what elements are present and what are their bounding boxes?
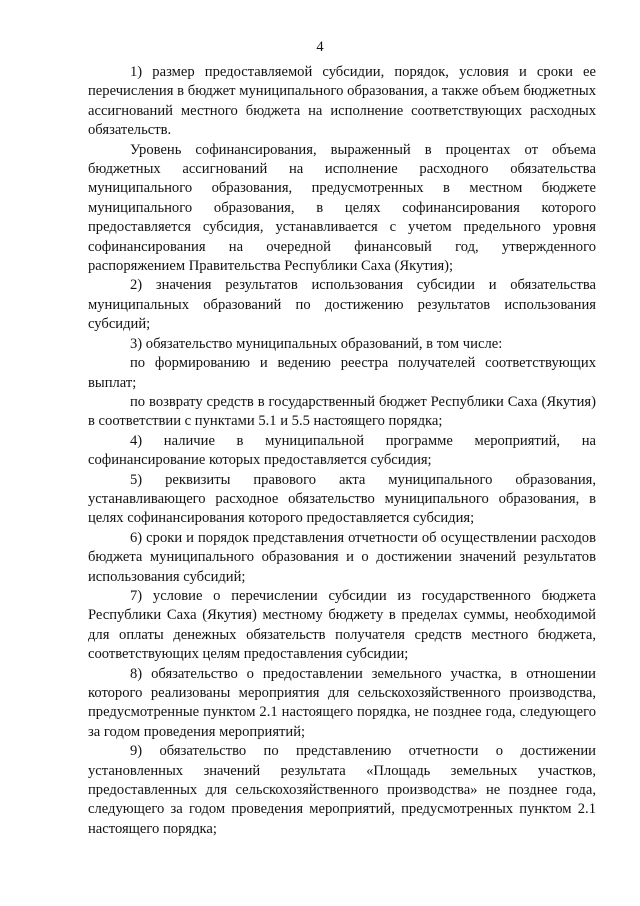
paragraph-item-6-reporting-terms: 6) сроки и порядок представления отчетности об осуществлении расходов бюджета муниципального образования и о достижении значений результатов использования субсидий; (88, 529, 596, 585)
paragraph-item-7-transfer-condition: 7) условие о перечислении субсидии из государственного бюджета Республики Саха (Якутия) местному бюджету в пределах суммы, необходимой для оплаты денежных обязательств получателя средств местного бюджета, соответствующих целям предоставления субсидии; (88, 587, 596, 663)
document-body (88, 63, 596, 839)
paragraph-item-8-land-provision: 8) обязательство о предоставлении земельного участка, в отношении которого реализованы мероприятия для сельскохозяйственного производства, предусмотренные пунктом 2.1 настоящего порядка, не позднее года, следующего за годом проведения мероприятий; (88, 665, 596, 740)
paragraph-item-2-result-values: 2) значения результатов использования субсидии и обязательства муниципальных образований по достижению результатов использования субсидий; (88, 277, 596, 333)
paragraph-item-9-land-area-reporting: 9) обязательство по представлению отчетности о достижении установленных значений результата «Площадь земельных участков, предоставленных для сельскохозяйственного производства» не позднее года, следующего за годом проведения мероприятий, предусмотренных пунктом 2.1 настоящего порядка; (88, 743, 596, 837)
paragraph-item-3-obligation: 3) обязательство муниципальных образований, в том числе: (130, 335, 503, 352)
paragraph-funds-return: по возврату средств в государственный бюджет Республики Саха (Якутия) в соответствии с пунктами 5.1 и 5.5 настоящего порядка; (88, 393, 596, 430)
paragraph-item-1-subsidy-size: 1) размер предоставляемой субсидии, порядок, условия и сроки ее перечисления в бюджет муниципального образования, а также объем бюджетных ассигнований местного бюджета на исполнение соответствующих расходных обязательств. (88, 64, 596, 139)
paragraph-item-5-legal-act-details: 5) реквизиты правового акта муниципального образования, устанавливающего расходное обязательство муниципального образования, в целях софинансирования которого предоставляется субсидия; (88, 471, 596, 527)
paragraph-item-4-municipal-program: 4) наличие в муниципальной программе мероприятий, на софинансирование которых предоставляется субсидия; (88, 432, 596, 469)
paragraph-registry-formation: по формированию и ведению реестра получателей соответствующих выплат; (88, 355, 596, 391)
page-number: 4 (316, 39, 324, 55)
paragraph-cofinancing-level: Уровень софинансирования, выраженный в процентах от объема бюджетных ассигнований на исполнение расходного обязательства муниципального образования, предусмотренных в местном бюджете муниципального образования, в целях софинансирования которого предоставляется субсидия, устанавливается с учетом предельного уровня софинансирования на очередной финансовый год, утвержденного распоряжением Правительства Республики Саха (Якутия); (88, 141, 596, 275)
